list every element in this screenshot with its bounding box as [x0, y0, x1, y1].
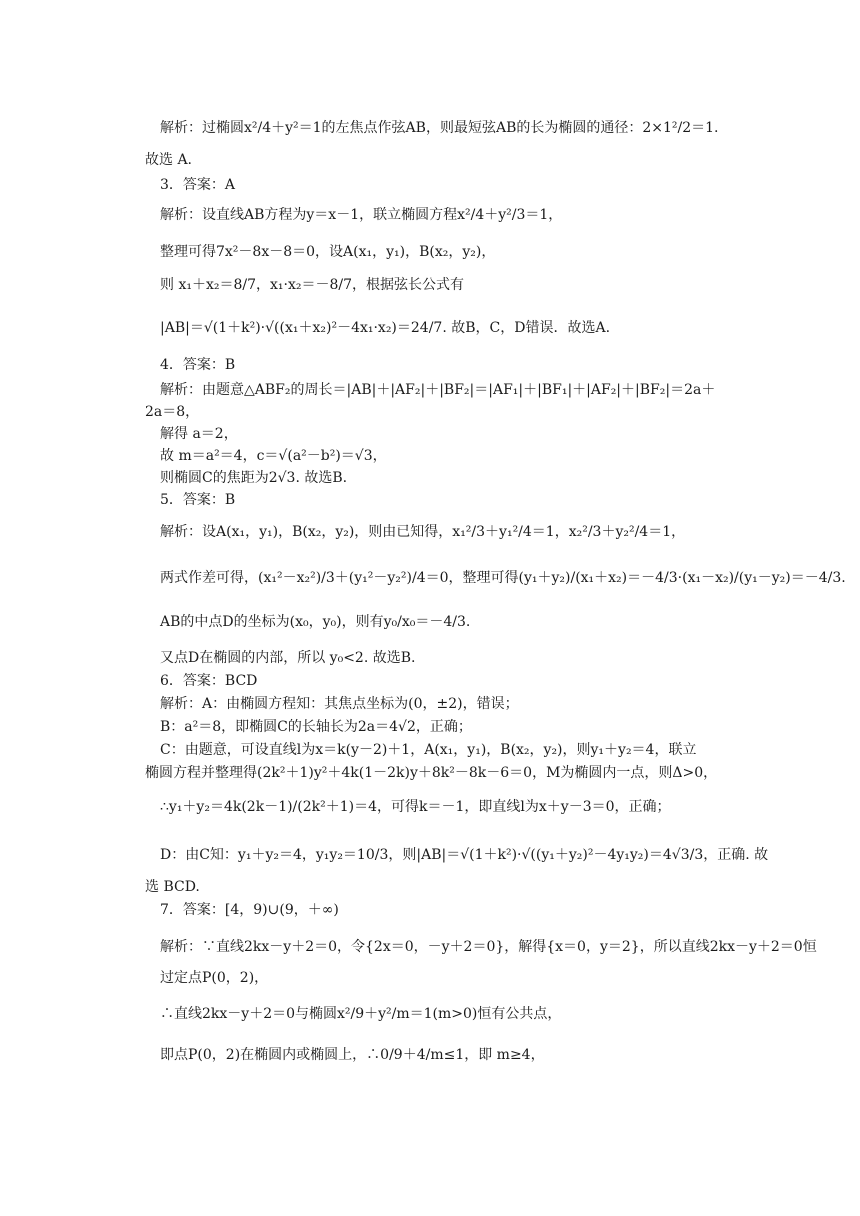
text-line: 4．答案：B [160, 357, 236, 373]
text-line: 解析：A：由椭圆方程知：其焦点坐标为(0，±2)，错误； [160, 696, 519, 712]
text-line: 则椭圆C的焦距为2√3. 故选B. [160, 470, 348, 486]
text-line: |AB|＝√(1＋k²)·√((x₁＋x₂)²－4x₁·x₂)＝24/7. 故B，C，D错误．故选A. [160, 320, 611, 336]
text-line: 6．答案：BCD [160, 673, 258, 689]
text-line: 故 m＝a²＝4，c＝√(a²－b²)＝√3， [160, 448, 387, 464]
text-line: 选 BCD. [145, 879, 200, 895]
text-line: D：由C知：y₁＋y₂＝4，y₁y₂＝10/3，则|AB|＝√(1＋k²)·√((y₁＋y₂)²－4y₁y₂)＝4√3/3，正确. 故 [160, 847, 769, 863]
text-line: ∴y₁＋y₂＝4k(2k－1)/(2k²＋1)＝4，可得k＝－1，即直线l为x＋y－3＝0，正确； [160, 799, 671, 815]
text-line: 7．答案：[4，9)∪(9，＋∞) [160, 902, 339, 918]
text-line: 则 x₁＋x₂＝8/7，x₁·x₂＝－8/7，根据弦长公式有 [160, 277, 464, 293]
text-line: 过定点P(0，2)， [160, 970, 269, 986]
text-line: B：a²＝8，即椭圆C的长轴长为2a＝4√2，正确； [160, 719, 472, 735]
text-line: 5．答案：B [160, 492, 236, 508]
text-line: 整理可得7x²－8x－8＝0，设A(x₁，y₁)，B(x₂，y₂)， [160, 244, 496, 260]
text-line: 故选 A. [145, 152, 193, 168]
text-line: 2a＝8， [145, 404, 200, 420]
text-line: 解得 a＝2， [160, 426, 238, 442]
text-line: 解析：设直线AB方程为y＝x－1，联立椭圆方程x²/4＋y²/3＝1， [160, 207, 563, 223]
text-line: AB的中点D的坐标为(x₀，y₀)，则有y₀/x₀＝－4/3. [160, 614, 471, 630]
text-line: 解析：由题意△ABF₂的周长＝|AB|＋|AF₂|＋|BF₂|＝|AF₁|＋|BF₁|＋|AF₂|＋|BF₂|＝2a＋ [160, 382, 716, 398]
text-line: ∴直线2kx－y＋2＝0与椭圆x²/9＋y²/m＝1(m>0)恒有公共点， [160, 1006, 562, 1022]
text-line: 解析：过椭圆x²/4＋y²＝1的左焦点作弦AB，则最短弦AB的长为椭圆的通径：2×1²/2＝1. [160, 120, 719, 136]
text-line: C：由题意，可设直线l为x＝k(y－2)＋1，A(x₁，y₁)，B(x₂，y₂)，则y₁＋y₂＝4，联立 [160, 742, 697, 758]
text-line: 解析：∵直线2kx－y＋2＝0，令{2x＝0，－y＋2＝0}，解得{x＝0，y＝2}，所以直线2kx－y＋2＝0恒 [160, 939, 817, 955]
text-line: 即点P(0，2)在椭圆内或椭圆上，∴0/9＋4/m≤1，即 m≥4， [160, 1047, 545, 1063]
text-line: 两式作差可得，(x₁²－x₂²)/3＋(y₁²－y₂²)/4＝0，整理可得(y₁＋y₂)/(x₁＋x₂)＝－4/3·(x₁－x₂)/(y₁－y₂)＝－4/3. [160, 570, 846, 586]
text-line: 3．答案：A [160, 177, 236, 193]
text-line: 解析：设A(x₁，y₁)，B(x₂，y₂)，则由已知得，x₁²/3＋y₁²/4＝1，x₂²/3＋y₂²/4＝1， [160, 524, 686, 540]
text-line: 又点D在椭圆的内部，所以 y₀<2. 故选B. [160, 650, 416, 666]
text-line: 椭圆方程并整理得(2k²＋1)y²＋4k(1－2k)y＋8k²－8k－6＝0，M为椭圆内一点，则Δ>0， [145, 765, 718, 781]
